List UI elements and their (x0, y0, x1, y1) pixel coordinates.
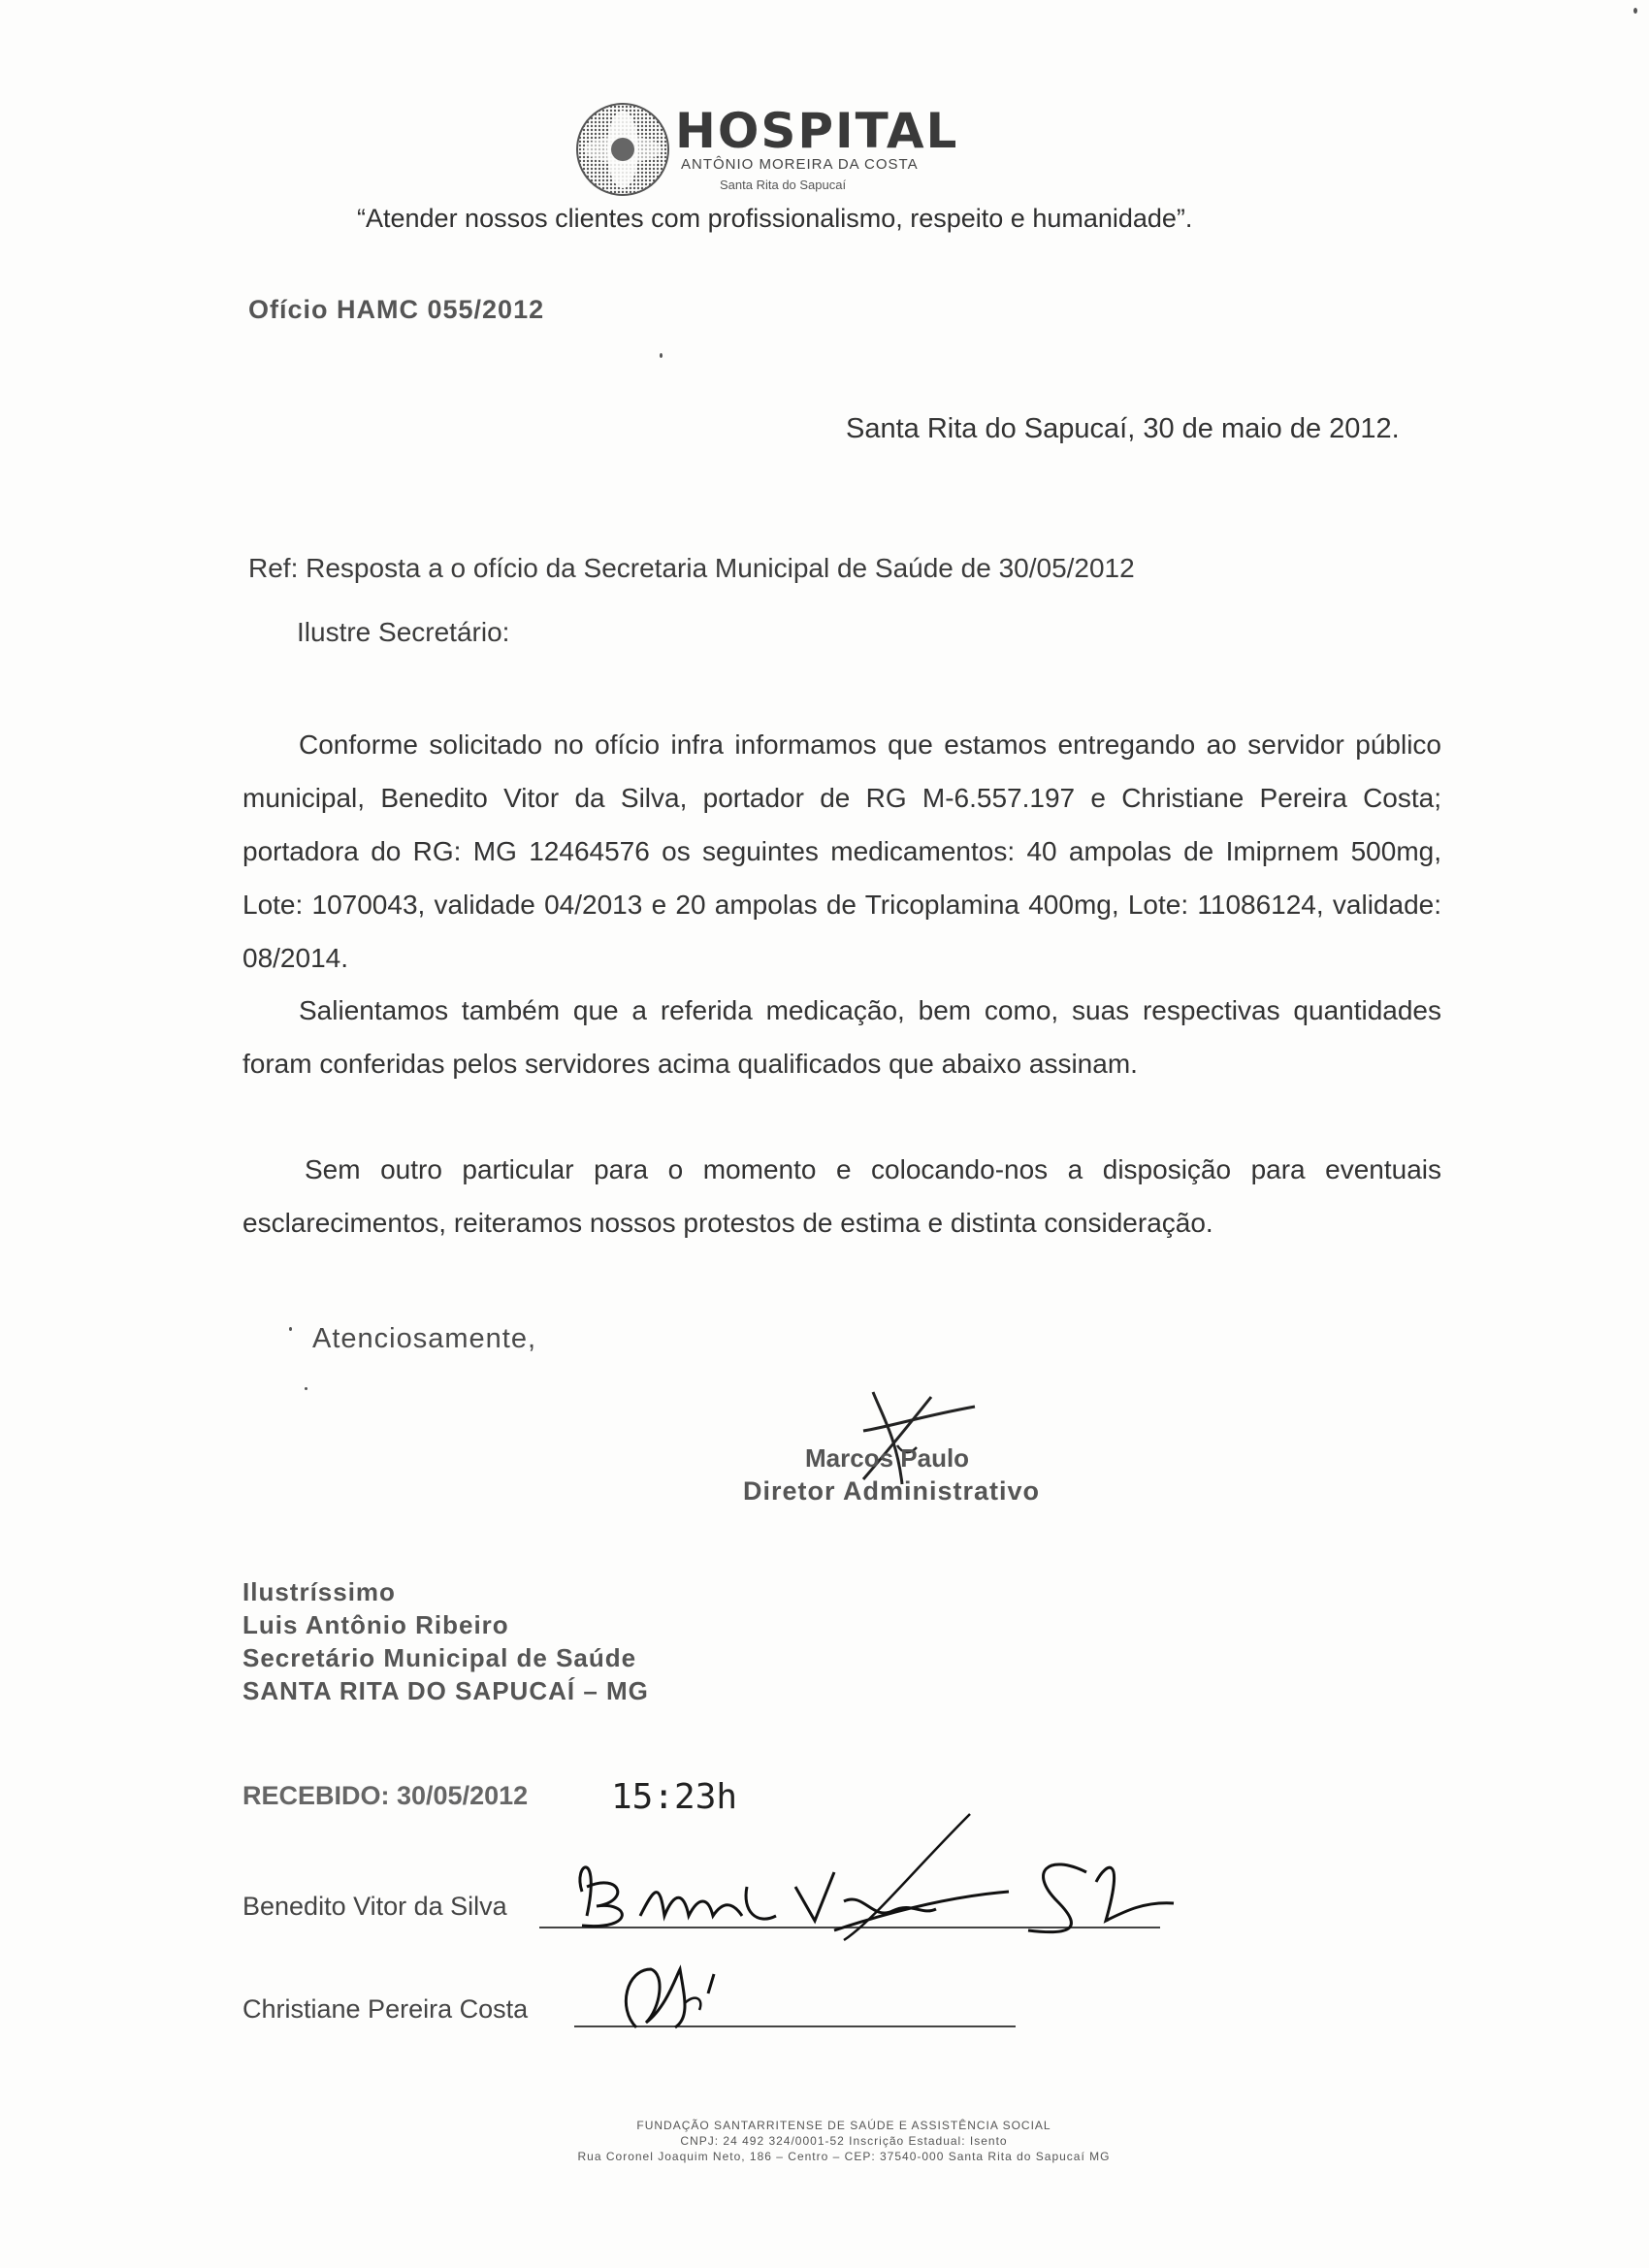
addressee-name: Luis Antônio Ribeiro (242, 1610, 509, 1639)
recipient-name: Christiane Pereira Costa (242, 1994, 529, 2024)
scan-speck (289, 1327, 292, 1331)
addressee-city: SANTA RITA DO SAPUCAÍ – MG (242, 1676, 649, 1705)
logo-subtitle: ANTÔNIO MOREIRA DA COSTA (681, 156, 919, 173)
signatory-role: Diretor Administrativo (743, 1476, 1041, 1506)
place-and-date: Santa Rita do Sapucaí, 30 de maio de 2012. (846, 413, 1400, 444)
hospital-emblem-icon (574, 101, 675, 198)
body-paragraph: Sem outro particular para o momento e colocando-nos a disposição para eventuais esclarecimentos, reiteramos nossos protestos de estima e distinta consideração. (242, 1154, 1441, 1238)
body-paragraph: Conforme solicitado no ofício infra informamos que estamos entregando ao servidor público municipal, Benedito Vitor da Silva, portador de RG M-6.557.197 e Christiane Pereira Costa; portadora do RG: MG 12464576 os seguintes medicamentos: 40 ampolas de Imiprnem 500mg, Lote: 1070043, validade 04/2013 e 20 ampolas de Tricoplamina 400mg, Lote: 11086124, validade: 08/2014. (242, 729, 1441, 973)
closing: Atenciosamente, (312, 1323, 537, 1354)
addressee-title: Ilustríssimo (242, 1577, 396, 1606)
body-paragraph: Salientamos também que a referida medicação, bem como, suas respectivas quantidades foram conferidas pelos servidores acima qualificados que abaixo assinam. (242, 995, 1441, 1079)
logo-city: Santa Rita do Sapucaí (720, 178, 847, 192)
recipient-name: Benedito Vitor da Silva (242, 1892, 507, 1921)
received-time: 15:23h (611, 1777, 738, 1817)
scan-speck (1633, 8, 1637, 14)
addressee-position: Secretário Municipal de Saúde (242, 1643, 637, 1672)
salutation: Ilustre Secretário: (297, 617, 510, 647)
document-number: Ofício HAMC 055/2012 (248, 295, 545, 324)
reference-line: Ref: Resposta a o ofício da Secretaria Municipal de Saúde de 30/05/2012 (248, 553, 1135, 583)
footer-foundation: FUNDAÇÃO SANTARRITENSE DE SAÚDE E ASSISTÊNCIA SOCIAL (636, 2119, 1051, 2132)
footer-address: Rua Coronel Joaquim Neto, 186 – Centro – CEP: 37540-000 Santa Rita do Sapucaí MG (577, 2150, 1111, 2163)
received-stamp: RECEBIDO: 30/05/2012 (242, 1781, 529, 1810)
recipient-signature-icon (543, 1795, 1183, 1950)
scan-speck (305, 1387, 307, 1390)
recipient-signature-icon (607, 1950, 753, 2037)
hospital-logo (574, 101, 959, 198)
footer-registration: CNPJ: 24 492 324/0001-52 Inscrição Estadual: Isento (680, 2134, 1008, 2148)
scan-speck (660, 353, 663, 358)
hospital-motto: “Atender nossos clientes com profissionalismo, respeito e humanidade”. (357, 204, 1193, 233)
signatory-name: Marcos Paulo (805, 1443, 970, 1473)
logo-title: HOSPITAL (675, 103, 959, 159)
